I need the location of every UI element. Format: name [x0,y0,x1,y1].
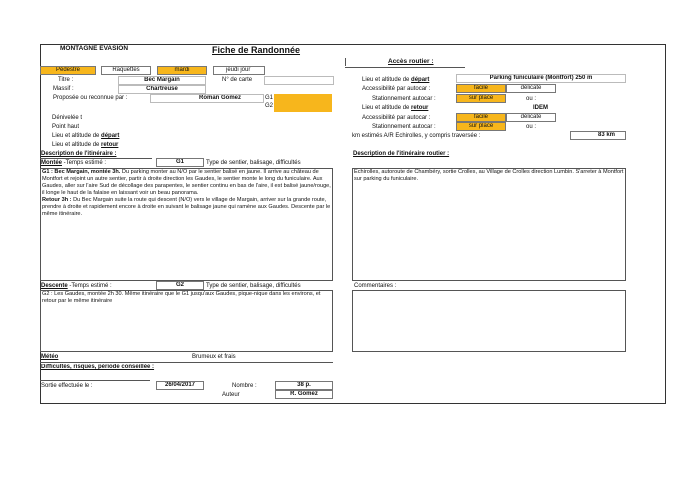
commentaires-label: Commentaires : [354,283,397,289]
acces-title: Accès routier : [388,58,434,65]
nombre-value[interactable]: 38 p. [275,381,333,390]
route-text: Echirolles, autoroute de Chambéry, sortie Crolles, au Village de Crolles direction Lumbin. S'arreter à Montfort sur parking du funiculaire. [354,169,624,182]
commentaires-box[interactable] [352,290,626,352]
divider [40,380,150,381]
g1-label: G1 [265,95,274,101]
descente-g-value[interactable]: G2 [156,281,204,290]
point-haut-label: Point haut [52,124,80,130]
pedestre-box[interactable]: Pédestre [40,66,96,75]
km-label: km estimés A/R Echirolles, y compris traversée : [352,133,481,139]
meteo-value: Brumeux et frais [192,354,236,360]
page-title: Fiche de Randonnée [212,45,301,55]
descente-text: G2 : Les Gaudes, montée 2h 30. Même itinéraire que le G1 jusqu'aux Gaudes, pique-nique dans les environs, et retour par le même itinéraire [42,291,321,304]
itineraire-text: G1 : Bec Margain, montée 3h. Du parking monter au N/O par le sentier balisé en jaune. Il arrive au château de Montfort et rejoint un autre sentier, partir à droite direction les Gaudes, le sentier monte le long du funiculaire. Aux Gaudes, aller sur l'aire Sud de décollage des parapentes, le sentier continu en bas de l'aire, il est balisé jaune/rouge, il longe le haut de la falaise en laissant voir un beau panorama. Retour 3h : Du Bec Margain suite la route qui descent (N/O) vers le village de Margain, arriver sur la grande route, prendre à droite et rapidement encore à droite en suivant le balisage jaune qui ramène aux Gaudes. Descente par le même itinéraire. [42,169,331,217]
ou-label-2: ou : [526,124,537,130]
facile-box[interactable]: facile [456,84,506,93]
group-fill[interactable] [274,94,332,112]
divider [40,362,333,363]
sortie-date[interactable]: 26/04/2017 [156,381,204,390]
denivele-label: Dénivelée t [52,115,83,121]
day-jeudi-box[interactable]: jeudi jour [213,66,265,75]
ou-label: ou : [526,96,537,102]
difficultes-label: Difficultés, risques, période conseillée : [41,364,155,370]
sur-place-box-2[interactable]: sur place [456,122,506,131]
stationnement-label: Stationnement autocar : [372,96,436,102]
montee-label: Montée -Temps estimé : [41,160,107,166]
depart-left-label: Lieu et altitude de départ [52,133,120,139]
auteur-value[interactable]: R. Gomez [275,390,333,399]
type-sentier-label: Type de sentier, balisage, difficultés [206,160,301,166]
stationnement-label-2: Stationnement autocar : [372,124,436,130]
carte-label: N° de carte [222,77,253,83]
access-label-2: Accessibilité par autocar : [362,115,431,121]
nombre-label: Nombre : [232,383,257,389]
type-sentier-label-2: Type de sentier, balisage, difficultés [206,283,301,289]
titre-value[interactable]: Bec Margain [118,76,206,85]
acces-retour-value: IDEM [533,105,548,111]
montee-g-value[interactable]: G1 [156,158,204,167]
delicate-box[interactable]: délicate [506,84,556,93]
raquettes-box[interactable]: Raquettes [101,66,151,75]
meteo-label: Météo [41,354,59,360]
day-mardi-box[interactable]: mardi [157,66,207,75]
massif-value[interactable]: Chartreuse [118,85,206,94]
delicate-box-2[interactable]: délicate [506,113,556,122]
sortie-label: Sortie effectuée le : [41,383,93,389]
divider [345,67,465,68]
access-label: Accessibilité par autocar : [362,86,431,92]
g2-label: G2 [265,103,274,109]
sur-place-box[interactable]: sur place [456,94,506,103]
titre-label: Titre : [58,77,74,83]
retour-left-label: Lieu et altitude de retour [52,142,119,148]
propose-label: Proposée ou reconnue par : [53,95,128,101]
auteur-label: Auteur [222,392,240,398]
facile-box-2[interactable]: facile [456,113,506,122]
acces-retour-label: Lieu et altitude de retour [362,105,429,111]
acces-depart-value[interactable]: Parking funiculaire (Montfort) 250 m [456,74,626,83]
km-value[interactable]: 83 km [570,131,626,140]
descente-label: Descente -Temps estimé : [41,283,112,289]
acces-depart-label: Lieu et altitude de départ [362,77,430,83]
org-name: MONTAGNE EVASION [60,45,129,52]
divider [345,58,346,66]
itineraire-title: Description de l'itinéraire : [41,151,117,157]
propose-value[interactable]: Roman Gomez [150,94,264,103]
carte-field[interactable] [264,76,334,85]
massif-label: Massif : [53,86,74,92]
route-title: Description de l'itinéraire routier : [353,151,450,157]
